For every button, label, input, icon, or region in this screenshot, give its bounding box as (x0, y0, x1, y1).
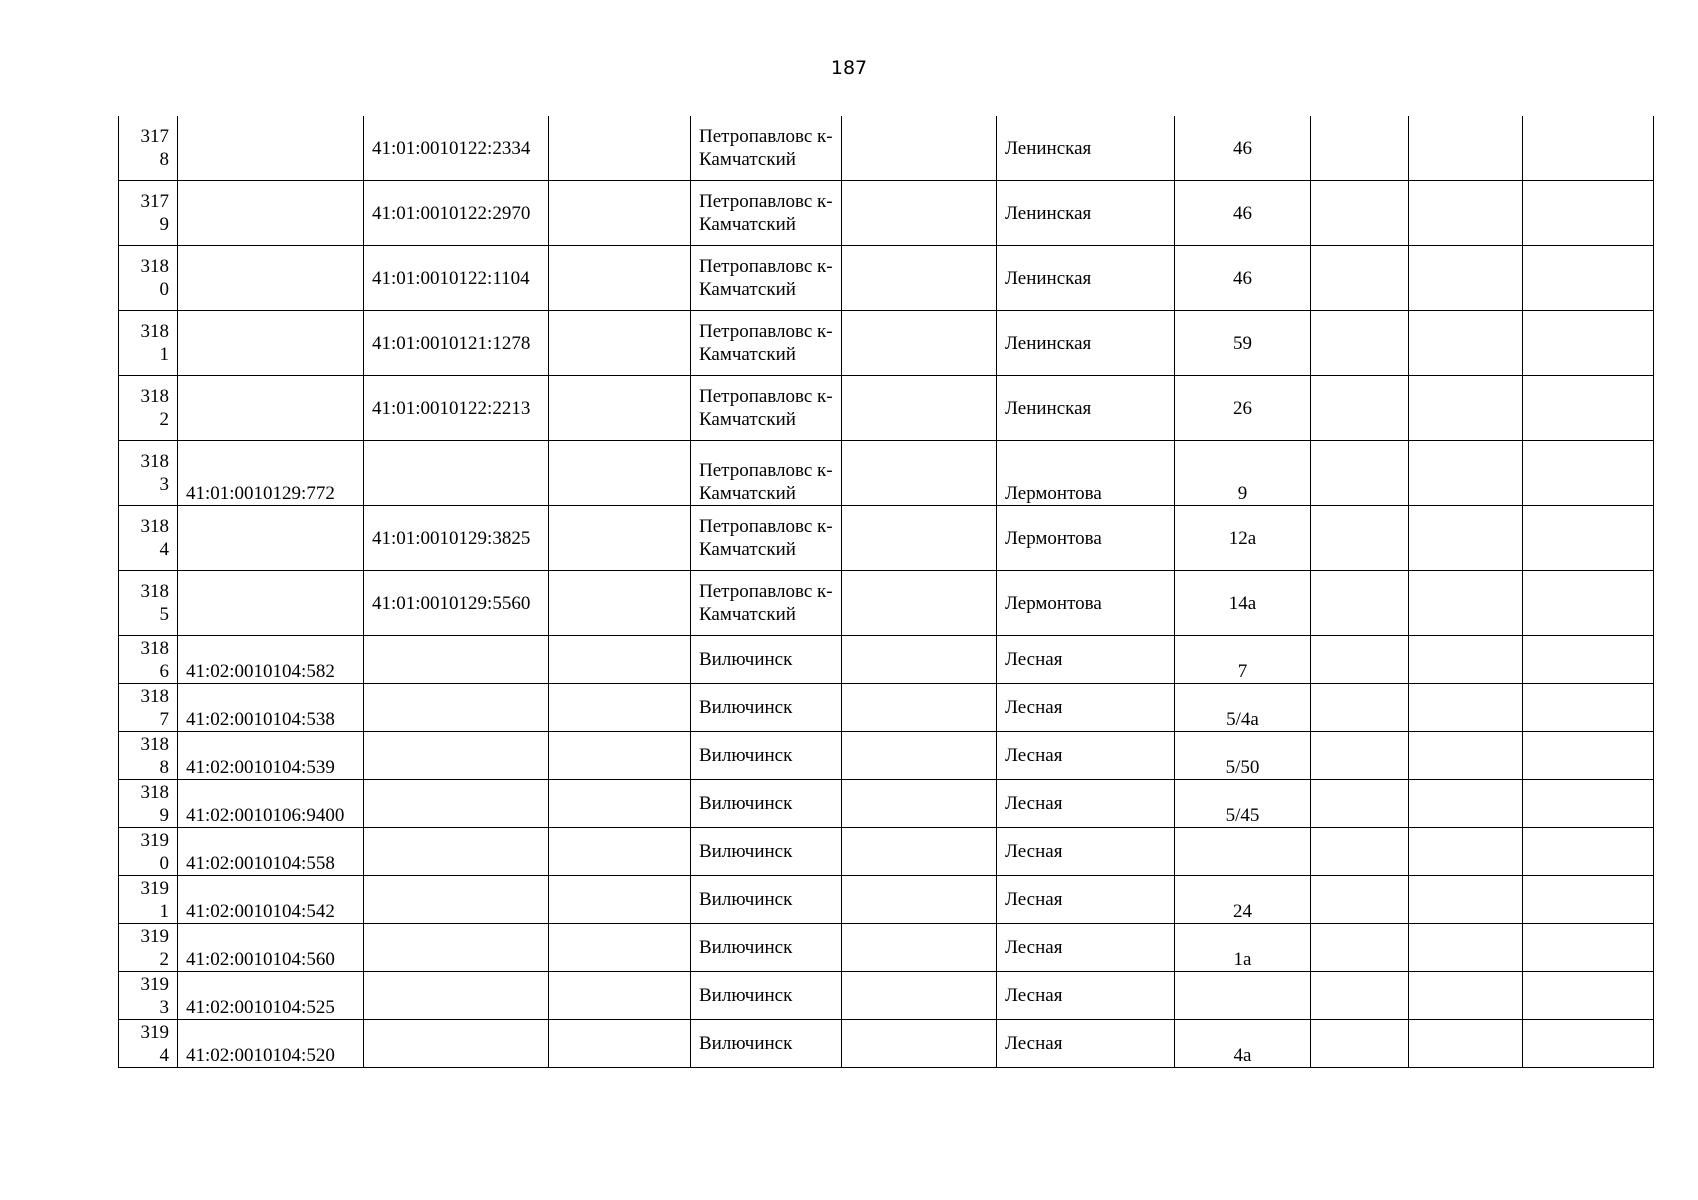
cadastral-number-secondary: 41:01:0010122:2334 (364, 116, 549, 181)
empty-cell (1311, 828, 1409, 876)
empty-cell (549, 1020, 691, 1068)
empty-cell (842, 506, 997, 571)
cadastral-number-primary: 41:02:0010106:9400 (178, 780, 364, 828)
street-cell: Лермонтова (997, 506, 1175, 571)
cadastral-number-secondary (364, 732, 549, 780)
street-cell: Ленинская (997, 246, 1175, 311)
row-number (119, 376, 178, 441)
row-number-line2: 8 (159, 756, 169, 778)
table-row (119, 924, 1654, 972)
table-row (119, 732, 1654, 780)
row-number-line2: 7 (159, 708, 169, 730)
empty-cell (1523, 376, 1654, 441)
street-cell: Лесная (997, 828, 1175, 876)
row-number-line1: 319 (140, 925, 169, 947)
empty-cell (1409, 636, 1523, 684)
cadastral-number-primary (178, 116, 364, 181)
street-cell: Лесная (997, 684, 1175, 732)
empty-cell (1311, 1020, 1409, 1068)
house-number-cell: 46 (1175, 246, 1311, 311)
page-number: 187 (830, 57, 868, 79)
row-number-line2: 3 (159, 996, 169, 1018)
empty-cell (1409, 376, 1523, 441)
empty-cell (1311, 924, 1409, 972)
cadastral-number-primary: 41:02:0010104:560 (178, 924, 364, 972)
table-row (119, 571, 1654, 636)
empty-cell (1311, 506, 1409, 571)
cadastral-number-primary: 41:02:0010104:520 (178, 1020, 364, 1068)
settlement-cell: Вилючинск (691, 876, 842, 924)
row-number-line2: 0 (159, 852, 169, 874)
empty-cell (1523, 181, 1654, 246)
table-row (119, 828, 1654, 876)
row-number-line2: 3 (159, 474, 169, 495)
table-row (119, 311, 1654, 376)
cadastral-number-secondary (364, 636, 549, 684)
row-number-line1: 318 (140, 637, 169, 659)
empty-cell (549, 924, 691, 972)
house-number-cell: 4а (1175, 1020, 1311, 1068)
table-row (119, 181, 1654, 246)
empty-cell (1409, 116, 1523, 181)
street-cell: Лесная (997, 636, 1175, 684)
empty-cell (1409, 924, 1523, 972)
settlement-cell: Петропавловс к-Камчатский (691, 311, 842, 376)
empty-cell (1311, 780, 1409, 828)
empty-cell (549, 972, 691, 1020)
street-cell: Лесная (997, 924, 1175, 972)
table-row (119, 636, 1654, 684)
row-number (119, 246, 178, 311)
settlement-cell: Вилючинск (691, 780, 842, 828)
settlement-cell: Вилючинск (691, 636, 842, 684)
empty-cell (549, 732, 691, 780)
house-number-cell: 7 (1175, 636, 1311, 684)
cadastral-number-primary (178, 311, 364, 376)
empty-cell (842, 181, 997, 246)
street-cell: Ленинская (997, 116, 1175, 181)
empty-cell (1311, 636, 1409, 684)
empty-cell (549, 571, 691, 636)
row-number (119, 311, 178, 376)
empty-cell (1523, 972, 1654, 1020)
row-number-line2: 9 (159, 214, 169, 235)
empty-cell (1311, 376, 1409, 441)
empty-cell (1311, 116, 1409, 181)
row-number-line2: 6 (159, 660, 169, 682)
cadastral-number-primary (178, 181, 364, 246)
settlement-cell: Петропавловс к-Камчатский (691, 116, 842, 181)
street-cell: Лесная (997, 732, 1175, 780)
row-number-line2: 9 (159, 804, 169, 826)
cadastral-number-primary (178, 571, 364, 636)
house-number-cell: 24 (1175, 876, 1311, 924)
cadastral-number-secondary: 41:01:0010122:1104 (364, 246, 549, 311)
table-row (119, 441, 1654, 506)
cadastral-number-primary: 41:01:0010129:772 (178, 441, 364, 506)
settlement-cell: Вилючинск (691, 1020, 842, 1068)
street-cell: Ленинская (997, 181, 1175, 246)
empty-cell (1523, 924, 1654, 972)
row-number-line1: 318 (140, 733, 169, 755)
empty-cell (1409, 1020, 1523, 1068)
empty-cell (842, 1020, 997, 1068)
row-number-line1: 318 (140, 516, 169, 537)
empty-cell (549, 636, 691, 684)
empty-cell (1523, 732, 1654, 780)
empty-cell (842, 636, 997, 684)
table-row (119, 876, 1654, 924)
row-number (119, 441, 178, 506)
empty-cell (1409, 828, 1523, 876)
cadastral-number-secondary (364, 1020, 549, 1068)
cadastral-number-primary (178, 506, 364, 571)
row-number (119, 972, 178, 1020)
empty-cell (842, 684, 997, 732)
street-cell: Ленинская (997, 311, 1175, 376)
empty-cell (1409, 732, 1523, 780)
empty-cell (549, 376, 691, 441)
house-number-cell: 5/4а (1175, 684, 1311, 732)
row-number (119, 181, 178, 246)
row-number-line2: 4 (159, 539, 169, 560)
house-number-cell: 46 (1175, 116, 1311, 181)
row-number-line1: 318 (140, 386, 169, 407)
row-number-line2: 4 (159, 1044, 169, 1066)
settlement-cell: Вилючинск (691, 972, 842, 1020)
row-number (119, 684, 178, 732)
row-number (119, 924, 178, 972)
empty-cell (1523, 441, 1654, 506)
empty-cell (1523, 246, 1654, 311)
empty-cell (1409, 181, 1523, 246)
table-row (119, 780, 1654, 828)
row-number (119, 876, 178, 924)
empty-cell (842, 571, 997, 636)
cadastral-number-secondary: 41:01:0010122:2213 (364, 376, 549, 441)
empty-cell (1523, 780, 1654, 828)
empty-cell (1311, 732, 1409, 780)
settlement-cell: Вилючинск (691, 828, 842, 876)
row-number-line2: 2 (159, 409, 169, 430)
empty-cell (1311, 972, 1409, 1020)
row-number-line2: 2 (159, 948, 169, 970)
row-number (119, 506, 178, 571)
street-cell: Лесная (997, 1020, 1175, 1068)
row-number-line2: 5 (159, 604, 169, 625)
house-number-cell (1175, 828, 1311, 876)
empty-cell (1523, 684, 1654, 732)
settlement-cell: Вилючинск (691, 732, 842, 780)
empty-cell (842, 780, 997, 828)
row-number-line2: 0 (159, 279, 169, 300)
empty-cell (549, 506, 691, 571)
table-row (119, 116, 1654, 181)
row-number (119, 636, 178, 684)
row-number-line2: 1 (159, 344, 169, 365)
empty-cell (1523, 1020, 1654, 1068)
empty-cell (1523, 828, 1654, 876)
cadastral-number-secondary (364, 780, 549, 828)
table-row (119, 972, 1654, 1020)
cadastral-number-secondary: 41:01:0010129:3825 (364, 506, 549, 571)
house-number-cell: 5/50 (1175, 732, 1311, 780)
street-cell: Лесная (997, 876, 1175, 924)
empty-cell (549, 684, 691, 732)
cadastral-number-primary: 41:02:0010104:525 (178, 972, 364, 1020)
empty-cell (1311, 246, 1409, 311)
table-row (119, 684, 1654, 732)
row-number-line1: 317 (140, 126, 169, 147)
empty-cell (842, 732, 997, 780)
settlement-cell: Вилючинск (691, 924, 842, 972)
row-number-line1: 318 (140, 685, 169, 707)
empty-cell (1409, 972, 1523, 1020)
empty-cell (1311, 441, 1409, 506)
empty-cell (1523, 636, 1654, 684)
empty-cell (1523, 571, 1654, 636)
empty-cell (1409, 506, 1523, 571)
street-cell: Ленинская (997, 376, 1175, 441)
cadastral-number-secondary (364, 924, 549, 972)
cadastral-number-secondary: 41:01:0010121:1278 (364, 311, 549, 376)
cadastral-number-secondary (364, 972, 549, 1020)
settlement-cell: Петропавловс к-Камчатский (691, 246, 842, 311)
settlement-cell: Вилючинск (691, 684, 842, 732)
row-number-line1: 318 (140, 256, 169, 277)
registry-table (118, 116, 1654, 1068)
empty-cell (549, 311, 691, 376)
row-number-line1: 319 (140, 877, 169, 899)
cadastral-number-primary: 41:02:0010104:582 (178, 636, 364, 684)
house-number-cell: 5/45 (1175, 780, 1311, 828)
empty-cell (549, 441, 691, 506)
empty-cell (549, 246, 691, 311)
row-number (119, 828, 178, 876)
row-number-line1: 317 (140, 191, 169, 212)
cadastral-number-primary: 41:02:0010104:538 (178, 684, 364, 732)
settlement-cell: Петропавловс к-Камчатский (691, 376, 842, 441)
empty-cell (1523, 311, 1654, 376)
street-cell: Лермонтова (997, 571, 1175, 636)
settlement-cell: Петропавловс к-Камчатский (691, 571, 842, 636)
cadastral-number-secondary (364, 441, 549, 506)
empty-cell (549, 780, 691, 828)
empty-cell (1311, 311, 1409, 376)
empty-cell (1409, 311, 1523, 376)
empty-cell (1523, 506, 1654, 571)
empty-cell (842, 116, 997, 181)
settlement-cell: Петропавловс к-Камчатский (691, 506, 842, 571)
row-number-line2: 1 (159, 900, 169, 922)
table-row (119, 376, 1654, 441)
empty-cell (1409, 684, 1523, 732)
empty-cell (1409, 876, 1523, 924)
house-number-cell: 46 (1175, 181, 1311, 246)
empty-cell (842, 972, 997, 1020)
empty-cell (1409, 246, 1523, 311)
cadastral-number-primary: 41:02:0010104:558 (178, 828, 364, 876)
empty-cell (1311, 181, 1409, 246)
row-number-line1: 319 (140, 829, 169, 851)
house-number-cell (1175, 972, 1311, 1020)
empty-cell (842, 376, 997, 441)
row-number-line2: 8 (159, 149, 169, 170)
row-number-line1: 319 (140, 1021, 169, 1043)
empty-cell (549, 181, 691, 246)
empty-cell (842, 924, 997, 972)
row-number (119, 780, 178, 828)
empty-cell (549, 828, 691, 876)
cadastral-number-primary: 41:02:0010104:542 (178, 876, 364, 924)
table-row (119, 1020, 1654, 1068)
street-cell: Лесная (997, 780, 1175, 828)
house-number-cell: 9 (1175, 441, 1311, 506)
house-number-cell: 59 (1175, 311, 1311, 376)
empty-cell (1311, 876, 1409, 924)
cadastral-number-primary (178, 376, 364, 441)
cadastral-number-secondary (364, 876, 549, 924)
row-number (119, 732, 178, 780)
empty-cell (1311, 684, 1409, 732)
house-number-cell: 12а (1175, 506, 1311, 571)
cadastral-number-secondary (364, 684, 549, 732)
row-number (119, 571, 178, 636)
table-row (119, 506, 1654, 571)
empty-cell (549, 876, 691, 924)
settlement-cell: Петропавловс к-Камчатский (691, 441, 842, 506)
settlement-cell: Петропавловс к-Камчатский (691, 181, 842, 246)
row-number-line1: 318 (140, 781, 169, 803)
house-number-cell: 26 (1175, 376, 1311, 441)
house-number-cell: 1а (1175, 924, 1311, 972)
empty-cell (842, 876, 997, 924)
cadastral-number-primary: 41:02:0010104:539 (178, 732, 364, 780)
table-body (119, 116, 1654, 1068)
empty-cell (1523, 116, 1654, 181)
table-row (119, 246, 1654, 311)
row-number-line1: 318 (140, 451, 169, 472)
empty-cell (1409, 441, 1523, 506)
cadastral-number-secondary: 41:01:0010122:2970 (364, 181, 549, 246)
row-number (119, 1020, 178, 1068)
empty-cell (842, 828, 997, 876)
row-number-line1: 318 (140, 321, 169, 342)
empty-cell (842, 441, 997, 506)
row-number (119, 116, 178, 181)
row-number-line1: 319 (140, 973, 169, 995)
row-number-line1: 318 (140, 581, 169, 602)
street-cell: Лесная (997, 972, 1175, 1020)
empty-cell (1409, 780, 1523, 828)
empty-cell (1409, 571, 1523, 636)
cadastral-number-primary (178, 246, 364, 311)
house-number-cell: 14а (1175, 571, 1311, 636)
empty-cell (1523, 876, 1654, 924)
empty-cell (549, 116, 691, 181)
empty-cell (1311, 571, 1409, 636)
cadastral-number-secondary (364, 828, 549, 876)
empty-cell (842, 311, 997, 376)
street-cell: Лермонтова (997, 441, 1175, 506)
empty-cell (842, 246, 997, 311)
cadastral-number-secondary: 41:01:0010129:5560 (364, 571, 549, 636)
